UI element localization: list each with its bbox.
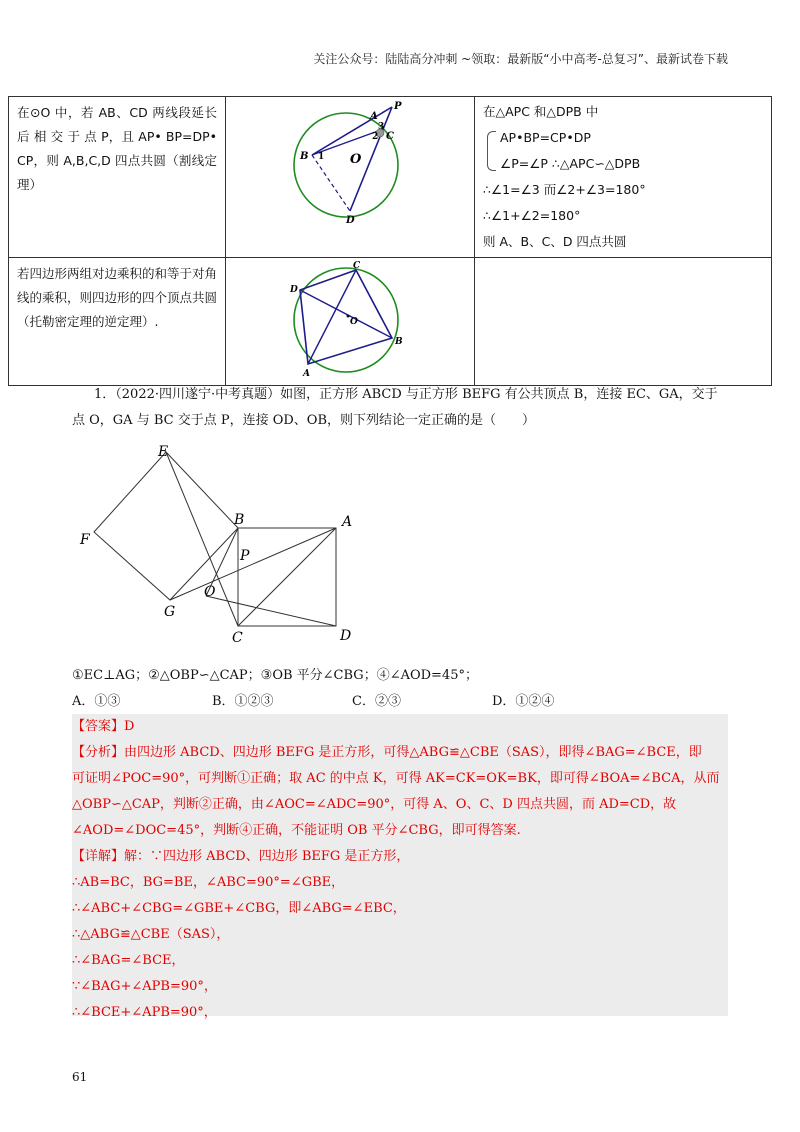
- answer-value: D: [124, 719, 135, 734]
- analysis-line: △OBP∽△CAP，判断②正确，由∠AOC=∠ADC=90°，可得 A、O、C、D 四点共圆，而 AD=CD，故: [72, 797, 677, 812]
- label-d: D: [346, 215, 355, 226]
- detail-line: ∴∠BAG=∠BCE，: [72, 953, 185, 968]
- figure-cell: [226, 258, 475, 386]
- squares-figure: [76, 440, 376, 656]
- choices: [72, 690, 732, 709]
- label-b: B: [300, 151, 309, 162]
- ptolemy-statement: 若四边形两组对边乘积的和等于对角线的乘积，则四边形的四个顶点共圆（托勒密定理的逆定理）.: [17, 266, 218, 329]
- solution-box: [72, 714, 728, 1020]
- detail-line: ∴∠BCE+∠APB=90°，: [72, 1005, 217, 1020]
- figure-cell: [226, 97, 475, 258]
- secant-figure: [250, 97, 450, 245]
- question-block: [72, 382, 732, 434]
- proof-line: ∠P=∠P ∴△APC∽△DPB: [500, 156, 641, 171]
- analysis-tag: 【分析】: [72, 745, 125, 760]
- label-c: C: [386, 131, 394, 142]
- question-line: 点 O，GA 与 BC 交于点 P，连接 OD、OB，则下列结论一定正确的是（ ）: [72, 413, 536, 428]
- detail-line: ∴△ABG≌△CBE（SAS），: [72, 927, 230, 942]
- label-o: O: [350, 152, 362, 167]
- choice-d: D．①②④: [492, 694, 555, 709]
- detail-line: ∴AB=BC，BG=BE，∠ABC=90°=∠GBE，: [72, 875, 345, 890]
- label-a: A: [303, 369, 310, 379]
- brace-icon: [487, 131, 496, 171]
- statement-cell: [9, 97, 226, 258]
- proof-line: ∴∠1+∠2=180°: [483, 208, 581, 223]
- angle-3: 3: [378, 122, 385, 132]
- label-b: B: [234, 512, 245, 528]
- label-a: A: [342, 514, 353, 530]
- table-row: [9, 97, 772, 258]
- detail-line: ∴∠ABC+∠CBG=∠GBE+∠CBG，即∠ABG=∠EBC，: [72, 901, 406, 916]
- theorem-table: [8, 96, 772, 386]
- detail-tag: 【详解】: [72, 849, 125, 864]
- proof-line: 则 A、B、C、D 四点共圆: [483, 234, 627, 249]
- label-g: G: [164, 604, 176, 620]
- proof-line: ∴∠1=∠3 而∠2+∠3=180°: [483, 182, 646, 197]
- angle-1: 1: [318, 152, 325, 162]
- label-o: O: [350, 317, 358, 327]
- analysis-line: 可证明∠POC=90°，可判断①正确；取 AC 的中点 K，可得 AK=CK=OK=BK，即可得∠BOA=∠BCA，从而: [72, 771, 720, 786]
- label-p: P: [394, 101, 402, 112]
- detail-line: ∵∠BAG+∠APB=90°，: [72, 979, 217, 994]
- question-line: 1．（2022·四川遂宁·中考真题）如图，正方形 ABCD 与正方形 BEFG 有公共顶点 B，连接 EC、GA，交于: [94, 387, 718, 402]
- analysis-line: 由四边形 ABCD、四边形 BEFG 是正方形，可得△ABG≌△CBE（SAS），即得∠BAG=∠BCE，即: [124, 745, 702, 760]
- label-p: P: [240, 548, 250, 564]
- page-header: 关注公众号：陆陆高分冲刺 ~领取：最新版“小中高考-总复习”、最新试卷下载: [313, 52, 728, 66]
- statement-cell: [9, 258, 226, 386]
- label-b: B: [395, 337, 403, 347]
- proof-cell: [475, 97, 772, 258]
- proof-line: 在△APC 和△DPB 中: [483, 104, 599, 119]
- ptolemy-figure: [250, 258, 450, 384]
- label-d: D: [340, 628, 352, 644]
- label-f: F: [80, 532, 90, 548]
- choice-a: A．①③: [72, 694, 121, 709]
- secant-statement: 在⊙O 中，若 AB、CD 两线段延长后 相 交 于 点 P，且 AP• BP=DP• CP，则 A,B,C,D 四点共圆（割线定理）: [17, 105, 217, 192]
- page-number: 61: [72, 1070, 88, 1084]
- answer-tag: 【答案】: [72, 719, 125, 734]
- choice-c: C．②③: [352, 694, 401, 709]
- detail-line: 解：∵四边形 ABCD、四边形 BEFG 是正方形，: [124, 849, 410, 864]
- statements-line: ①EC⊥AG；②△OBP∽△CAP；③OB 平分∠CBG；④∠AOD=45°；: [72, 668, 478, 683]
- analysis-line: ∠AOD=∠DOC=45°，判断④正确，不能证明 OB 平分∠CBG，即可得答案.: [72, 823, 521, 838]
- label-a: A: [370, 111, 378, 122]
- table-row: [9, 258, 772, 386]
- label-c: C: [232, 630, 243, 646]
- label-d: D: [290, 285, 298, 295]
- label-e: E: [158, 444, 169, 460]
- empty-cell: [475, 258, 772, 386]
- proof-line: AP•BP=CP•DP: [500, 130, 591, 145]
- angle-2: 2: [372, 132, 379, 142]
- choice-b: B．①②③: [212, 694, 274, 709]
- label-c: C: [353, 261, 361, 271]
- label-o: O: [204, 584, 216, 600]
